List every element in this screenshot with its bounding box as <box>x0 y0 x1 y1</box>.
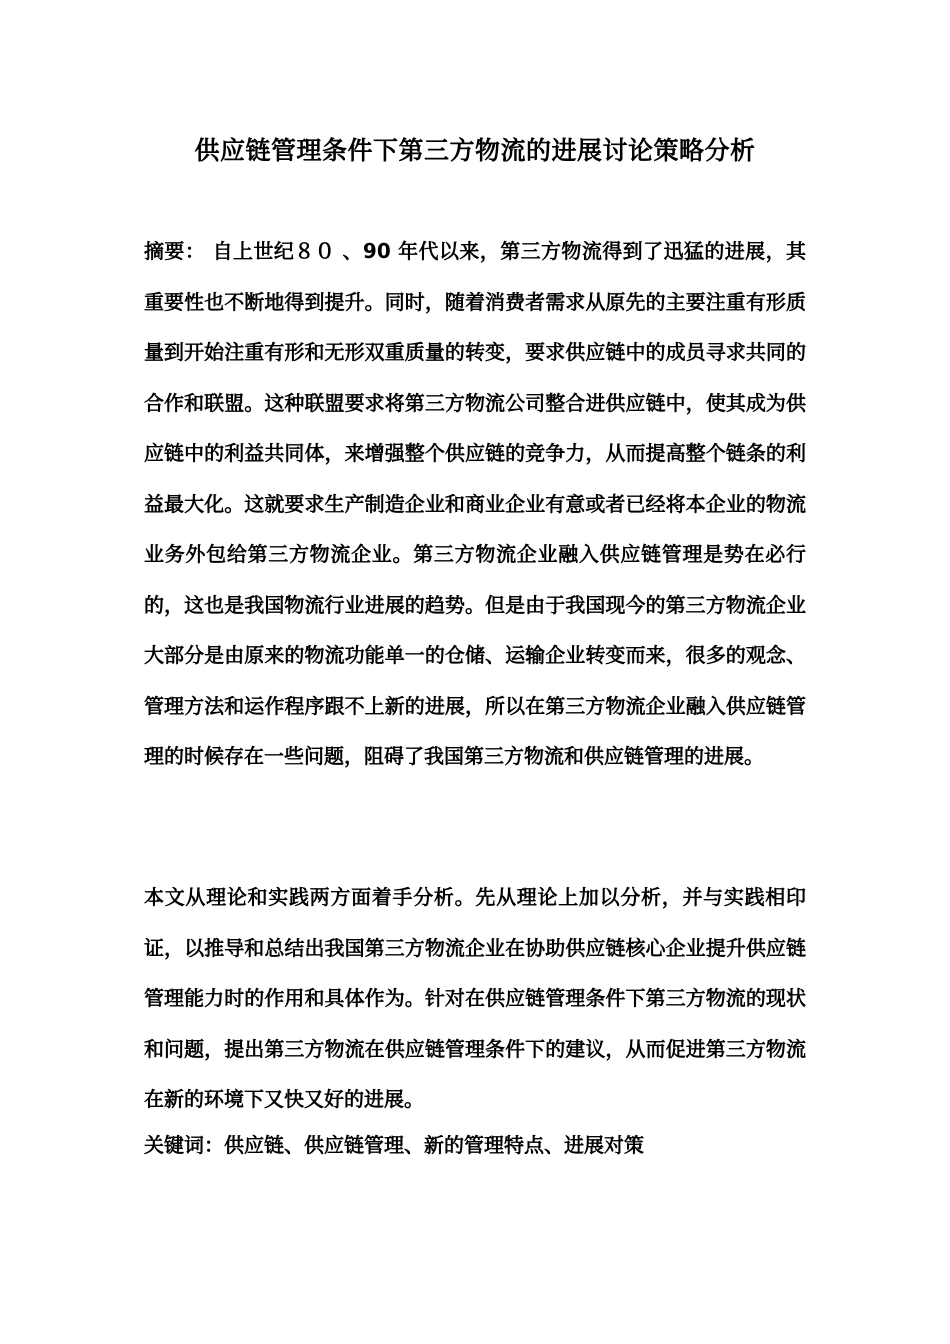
abstract-text: 自上世纪８０ 、90 年代以来，第三方物流得到了迅猛的进展，其重要性也不断地得到提升。同时，随着消费者需求从原先的主要注重有形质量到开始注重有形和无形双重质量的转变，要求供应链中的成员寻求共同的合作和联盟。这种联盟要求将第三方物流公司整合进供应链中，使其成为供应链中的利益共同体，来增强整个供应链的竞争力，从而提高整个链条的利益最大化。这就要求生产制造企业和商业企业有意或者已经将本企业的物流业务外包给第三方物流企业。第三方物流企业融入供应链管理是势在必行的，这也是我国物流行业进展的趋势。但是由于我国现今的第三方物流企业大部分是由原来的物流功能单一的仓储、运输企业转变而来，很多的观念、管理方法和运作程序跟不上新的进展，所以在第三方物流企业融入供应链管理的时候存在一些问题，阻碍了我国第三方物流和供应链管理的进展。 <box>144 239 806 768</box>
keywords-text: 供应链、供应链管理、新的管理特点、进展对策 <box>224 1133 644 1157</box>
document-title: 供应链管理条件下第三方物流的进展讨论策略分析 <box>194 136 756 165</box>
keywords-label: 关键词： <box>144 1133 224 1157</box>
abstract-paragraph <box>144 226 806 782</box>
keywords-paragraph <box>144 1120 806 1171</box>
abstract-label: 摘要： <box>144 239 206 263</box>
method-paragraph: 本文从理论和实践两方面着手分析。先从理论上加以分析，并与实践相印证，以推导和总结出我国第三方物流企业在协助供应链核心企业提升供应链管理能力时的作用和具体作为。针对在供应链管理条件下第三方物流的现状和问题，提出第三方物流在供应链管理条件下的建议，从而促进第三方物流在新的环境下又快又好的进展。 <box>144 885 806 1111</box>
